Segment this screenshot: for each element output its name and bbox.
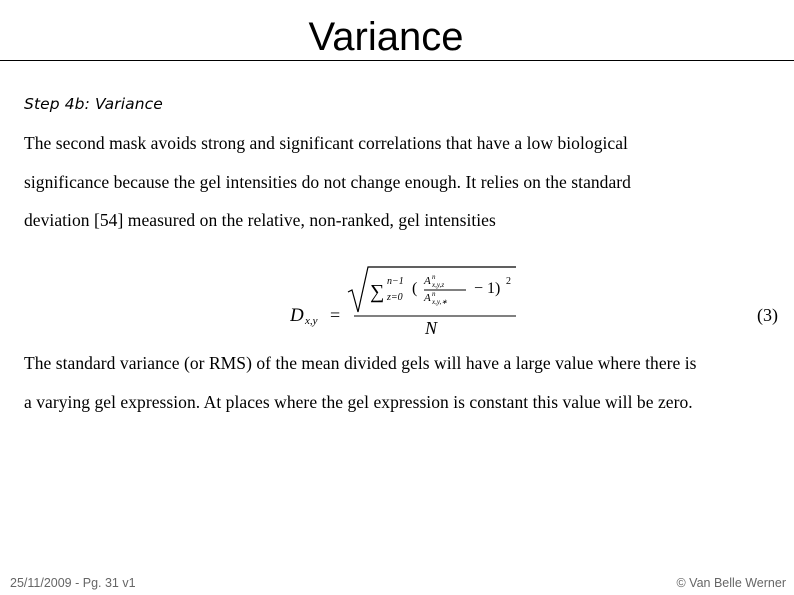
paragraph-2-line-1: The standard variance (or RMS) of the mean divided gels will have a large value where there is (24, 353, 697, 373)
slide-title: Variance (308, 15, 464, 59)
sum-symbol: ∑ (370, 281, 385, 303)
title-divider (0, 60, 794, 61)
inner-numerator-sub: x,y,z (432, 281, 445, 289)
square-exponent: 2 (506, 276, 511, 287)
equation-lhs-subscript: x,y (305, 315, 318, 327)
equation-equals: = (330, 305, 341, 325)
open-paren: ( (412, 280, 418, 297)
equation-lhs: D (290, 305, 304, 326)
paragraph-1-line-2: significance because the gel intensities do not change enough. It relies on the standard (24, 171, 631, 192)
paragraph-1 (24, 131, 631, 247)
equation-number: (3) (757, 305, 778, 325)
sum-lower-limit: z=0 (387, 292, 403, 303)
inner-numerator-sup: n (432, 273, 436, 281)
paragraph-2-line-2: a varying gel expression. At places where the gel expression is constant this value will be zero. (24, 391, 693, 412)
paragraph-1-line-3: deviation [54] measured on the relative, non-ranked, gel intensities (24, 210, 496, 230)
footer-copyright: © Van Belle Werner (676, 576, 786, 590)
minus-one: − 1) (474, 280, 501, 297)
inner-denominator-A: A (424, 292, 431, 304)
inner-denominator-sub: x,y,∗ (432, 298, 448, 306)
paragraph-1-line-1: The second mask avoids strong and significant correlations that have a low biological (24, 133, 628, 153)
step-heading: Step 4b: Variance (24, 95, 163, 113)
sum-upper-limit: n−1 (387, 276, 404, 287)
inner-numerator-A: A (424, 275, 431, 287)
equation-graphic (290, 262, 530, 342)
equation-denominator: N (425, 318, 438, 338)
variance-equation (290, 262, 530, 342)
inner-denominator-sup: n (432, 290, 436, 298)
footer-date-page: 25/11/2009 - Pg. 31 v1 (10, 576, 136, 590)
paragraph-2 (24, 351, 697, 428)
